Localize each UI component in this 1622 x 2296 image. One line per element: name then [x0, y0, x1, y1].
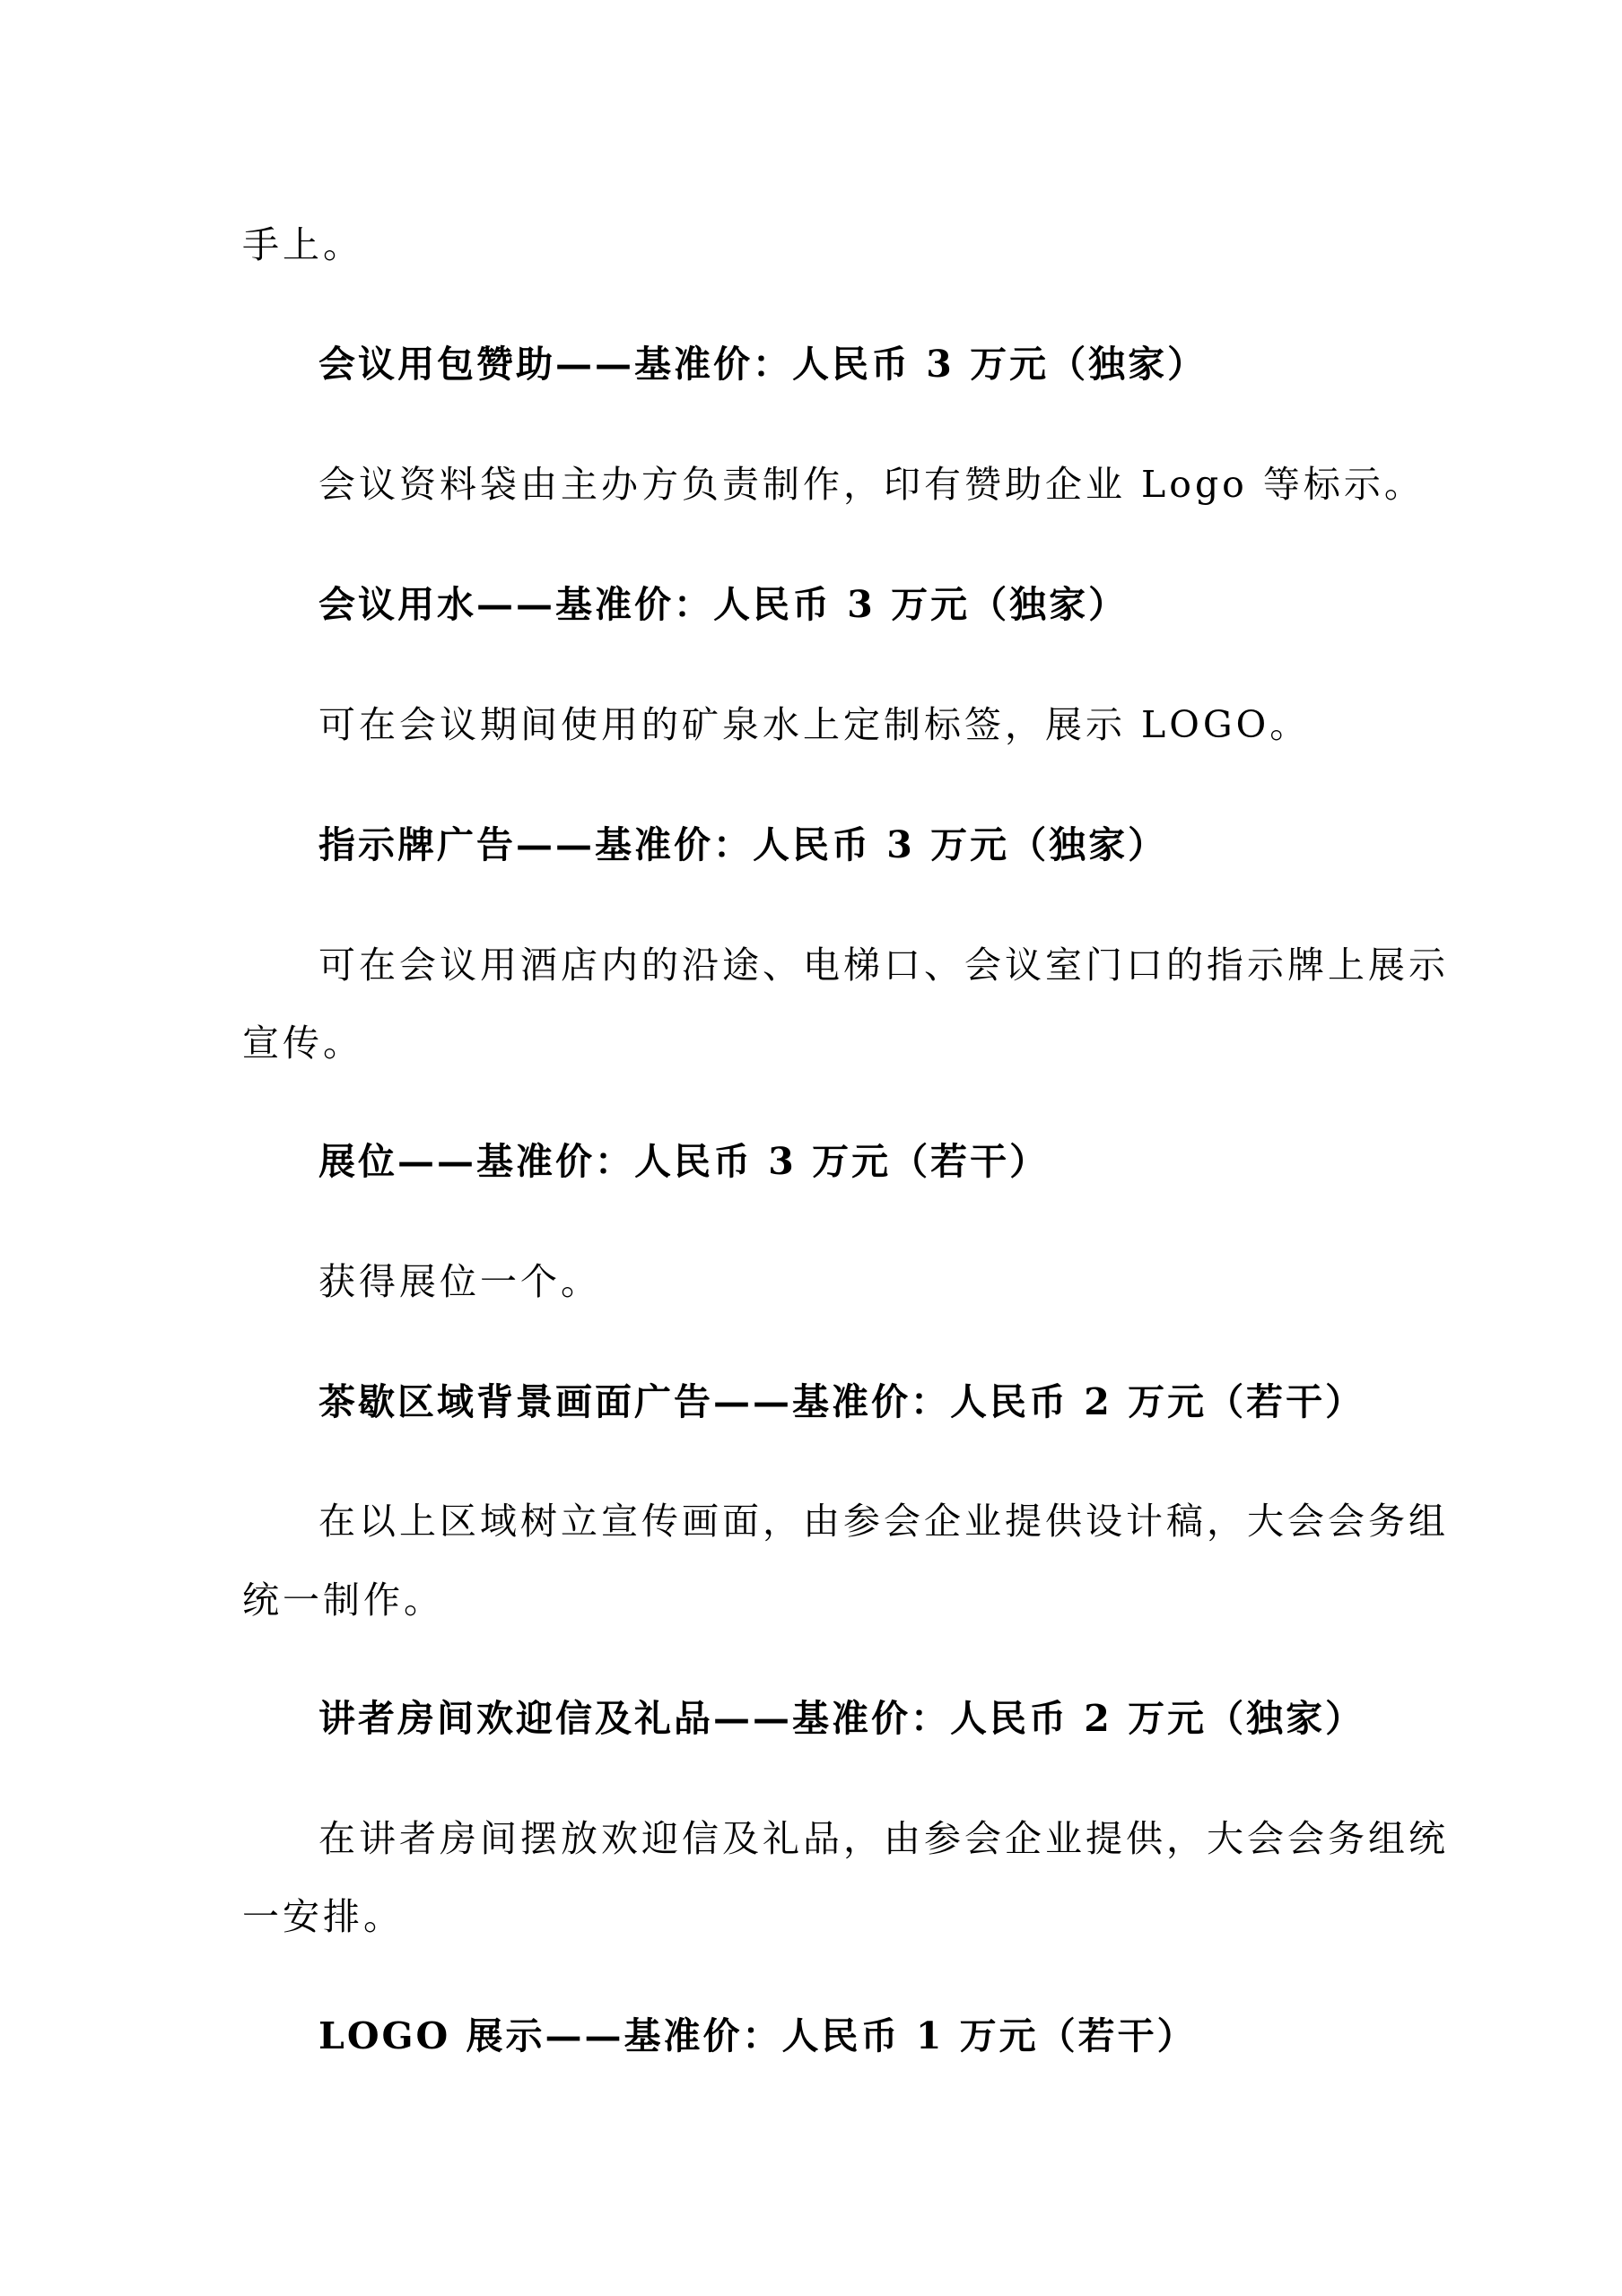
item-body-speaker-room-line-1: 在讲者房间摆放欢迎信及礼品，由参会企业提供，大会会务组统 [318, 1817, 1449, 1860]
item-body-tea-break-line-1: 在以上区域树立宣传画面，由参会企业提供设计稿，大会会务组 [318, 1500, 1449, 1543]
item-heading-speaker-room: 讲者房间欢迎信及礼品——基准价：人民币 2 万元（独家） [318, 1697, 1365, 1740]
item-body-signage-line-2: 宣传。 [242, 1022, 363, 1065]
continuation-text: 手上。 [242, 223, 363, 266]
item-body-speaker-room-line-2: 一安排。 [242, 1895, 404, 1938]
item-heading-booth: 展位——基准价：人民币 3 万元（若干） [318, 1140, 1050, 1183]
item-body-booth: 获得展位一个。 [318, 1260, 601, 1303]
item-heading-logo-display: LOGO 展示——基准价：人民币 1 万元（若干） [318, 2014, 1197, 2057]
item-body-bag-sponsorship: 会议资料袋由主办方负责制作，印有赞助企业 Logo 等标示。 [318, 463, 1425, 506]
item-body-tea-break-line-2: 统一制作。 [242, 1578, 444, 1622]
item-body-signage-line-1: 可在会议用酒店内的沿途、电梯口、会议室门口的指示牌上展示 [318, 944, 1449, 987]
item-heading-tea-break: 茶歇区域背景画面广告——基准价：人民币 2 万元（若干） [318, 1380, 1365, 1423]
item-body-water: 可在会议期间使用的矿泉水上定制标签，展示 LOGO。 [318, 703, 1311, 746]
item-heading-signage: 指示牌广告——基准价：人民币 3 万元（独家） [318, 823, 1168, 866]
item-heading-bag-sponsorship: 会议用包赞助——基准价：人民币 3 万元（独家） [318, 343, 1208, 386]
item-heading-water: 会议用水——基准价：人民币 3 万元（独家） [318, 583, 1129, 626]
